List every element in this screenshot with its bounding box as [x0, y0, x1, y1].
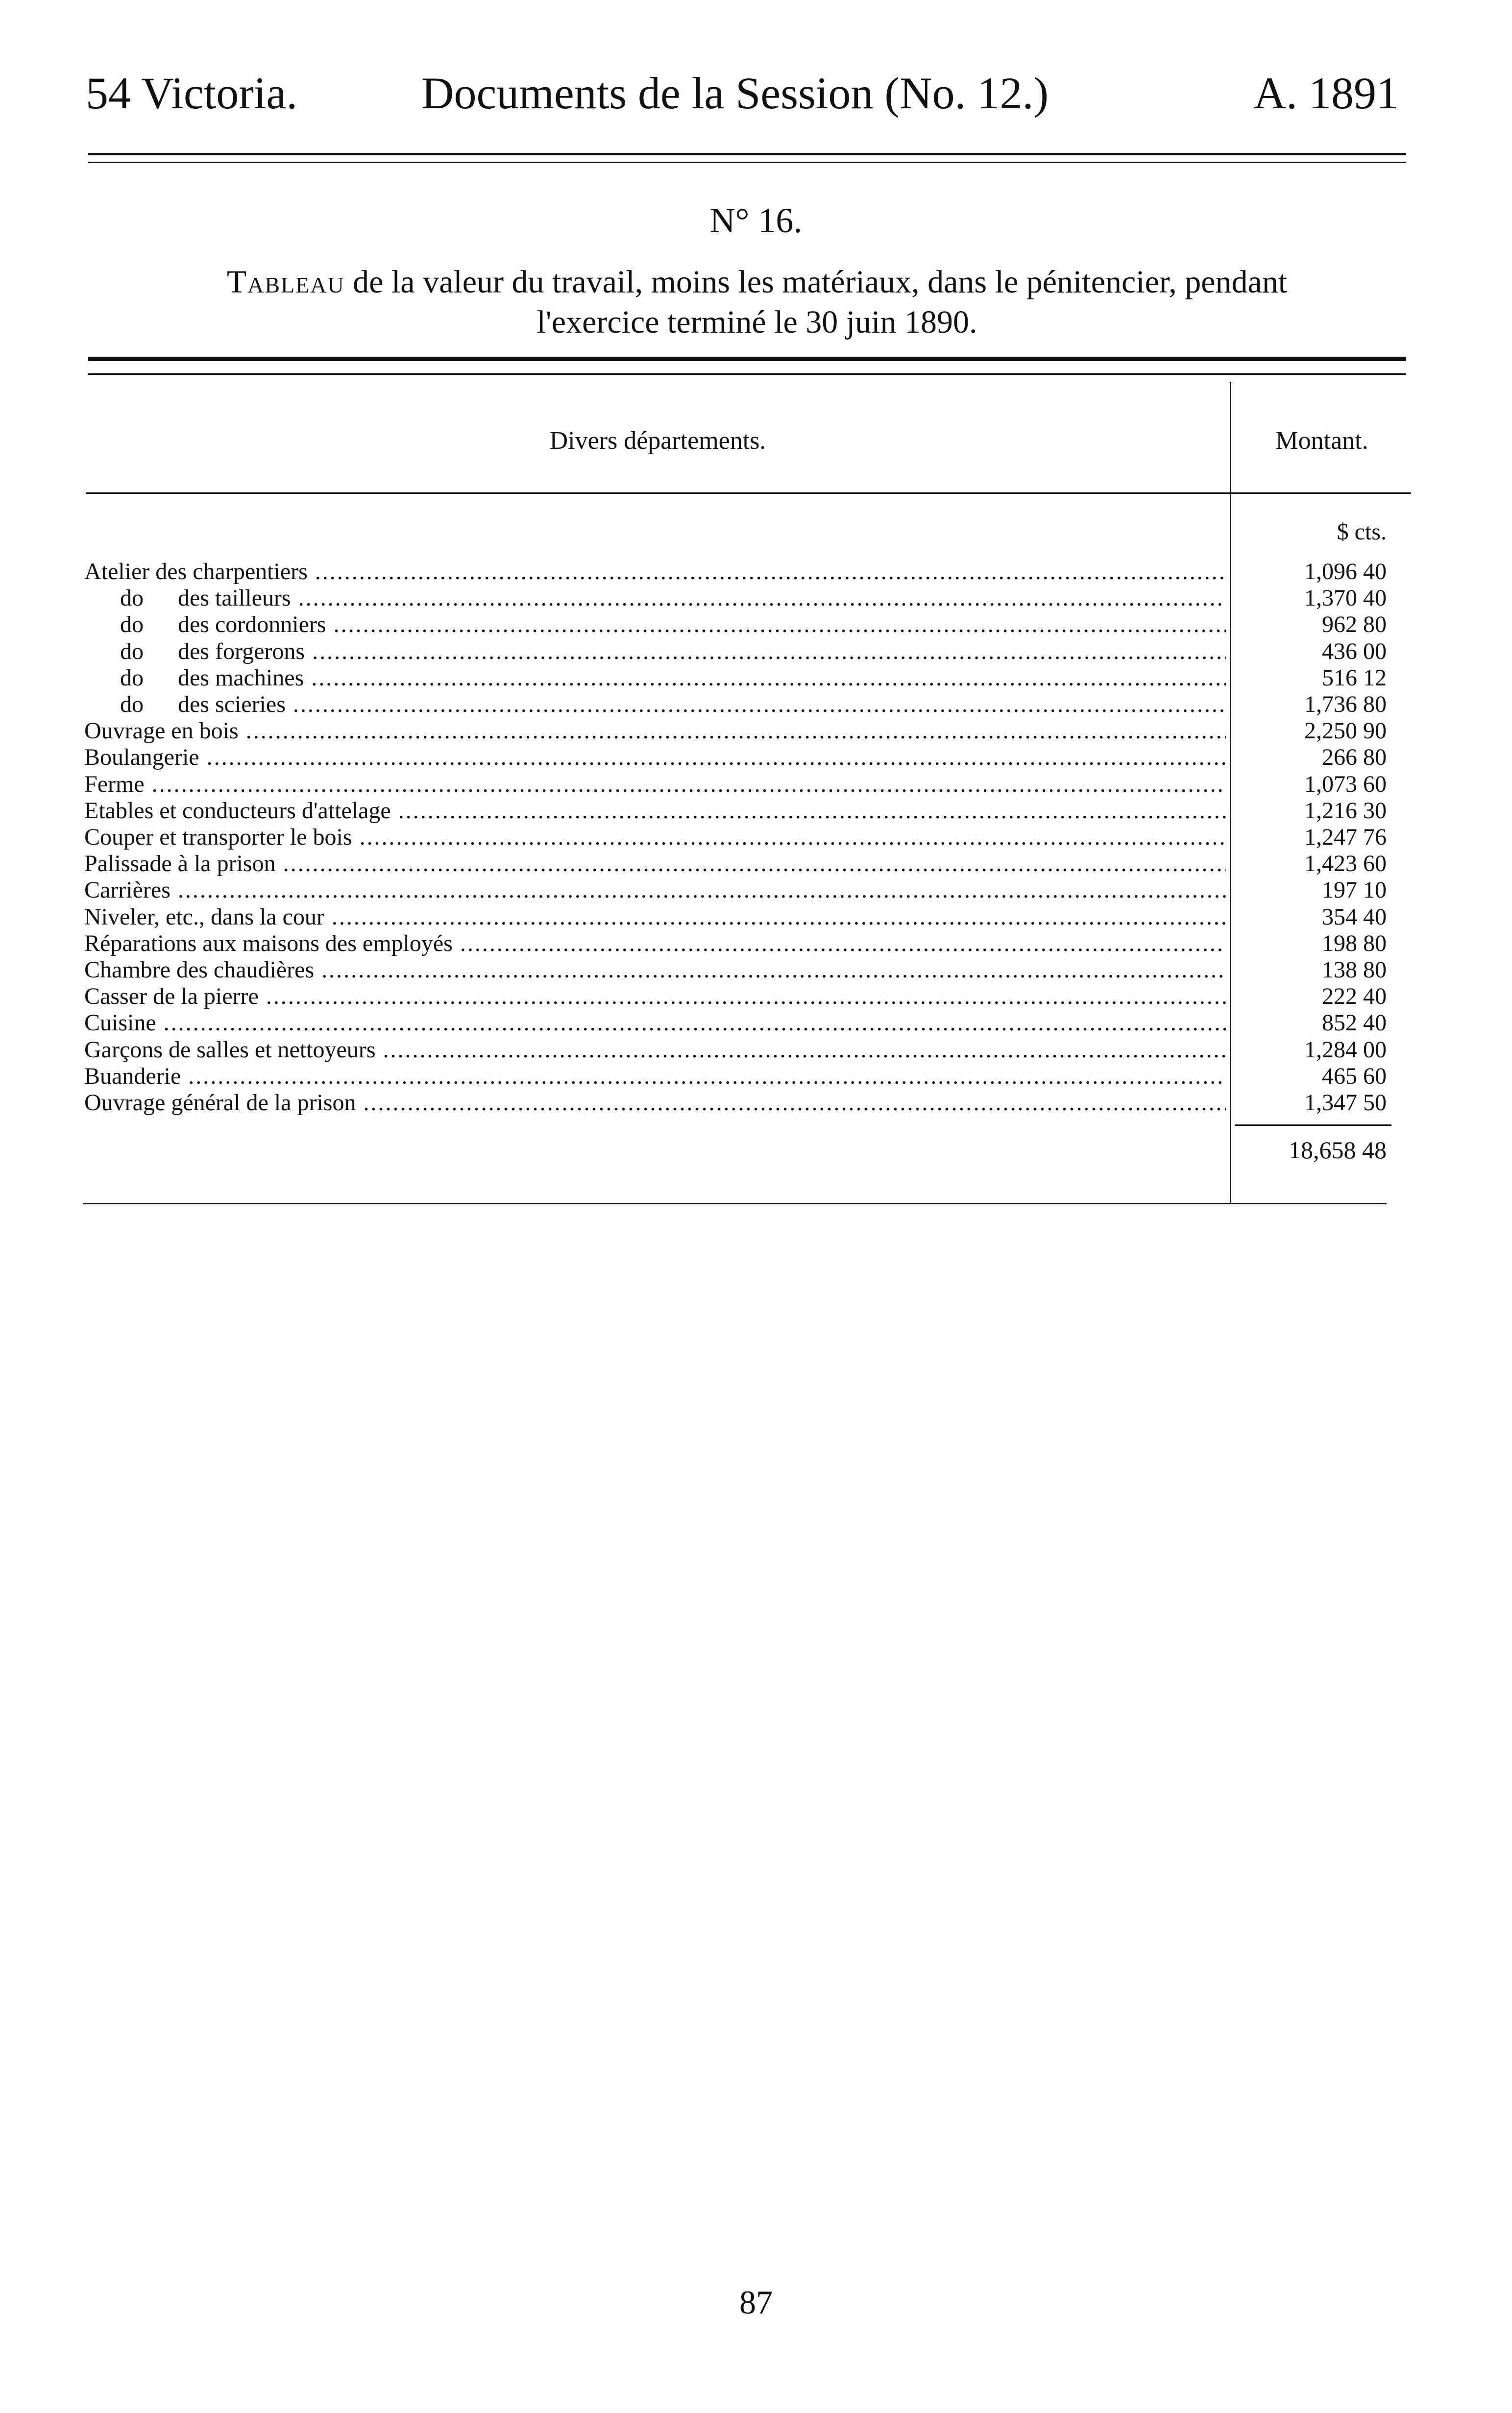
row-label-text: des tailleurs ..... [178, 585, 1226, 611]
row-label-text: Casser de la pierre ..... [84, 983, 1226, 1009]
row-label-text: Ouvrage général de la prison ..... [84, 1090, 1226, 1116]
table-caption [103, 262, 1411, 342]
row-amount: 1,370 40 [1304, 585, 1387, 611]
table-row [0, 957, 1512, 983]
total-rule [1235, 1124, 1391, 1126]
row-label [84, 744, 1226, 771]
row-label-text: des forgerons ..... [178, 638, 1226, 664]
running-head-right: A. 1891 [1253, 68, 1399, 118]
row-label [84, 983, 1226, 1010]
table-row [0, 851, 1512, 877]
table-row [0, 930, 1512, 957]
row-label [84, 1090, 1226, 1116]
row-label [84, 824, 1226, 851]
table-row [0, 983, 1512, 1010]
row-label [84, 771, 1226, 798]
caption-line-1: de la valeur du travail, moins les matériaux, dans le pénitencier, pendant [344, 264, 1288, 300]
row-amount: 354 40 [1322, 904, 1387, 930]
table-row [0, 611, 1512, 638]
ditto-mark: do [120, 611, 144, 637]
row-amount: 138 80 [1322, 957, 1387, 983]
table-row [0, 1063, 1512, 1090]
row-label-text: Chambre des chaudières ..... [84, 957, 1226, 983]
table-row [0, 691, 1512, 718]
row-label-text: des scieries ..... [178, 691, 1226, 717]
row-amount: 852 40 [1322, 1010, 1387, 1036]
table-row [0, 824, 1512, 851]
row-label [120, 611, 1226, 638]
row-label [120, 665, 1226, 691]
running-head-center: Documents de la Session (No. 12.) [421, 68, 1049, 118]
running-head-left: 54 Victoria. [86, 68, 298, 118]
row-amount: 465 60 [1322, 1063, 1387, 1089]
table-row [0, 877, 1512, 903]
table-row [0, 665, 1512, 691]
header-amount: Montant. [1275, 427, 1368, 455]
row-label [84, 957, 1226, 983]
table-row [0, 904, 1512, 930]
table-row [0, 771, 1512, 798]
row-amount: 222 40 [1322, 983, 1387, 1009]
table-row [0, 585, 1512, 611]
row-amount: 198 80 [1322, 930, 1387, 956]
row-amount: 266 80 [1322, 744, 1387, 770]
document-number: N° 16. [709, 201, 803, 240]
caption-lead: Tableau [226, 264, 345, 300]
row-label-text: Couper et transporter le bois ..... [84, 824, 1226, 850]
row-label-text: Niveler, etc., dans la cour ..... [84, 904, 1226, 930]
table-row [0, 718, 1512, 744]
table-rule-bottom [83, 1203, 1387, 1204]
row-amount: 436 00 [1322, 638, 1387, 664]
row-label [120, 585, 1226, 611]
row-label [84, 1010, 1226, 1036]
row-label-text: Ferme ..... [84, 771, 1226, 797]
ditto-mark: do [120, 585, 144, 611]
row-label [84, 877, 1226, 903]
row-label [84, 1037, 1226, 1063]
row-label [120, 638, 1226, 665]
table-rule-top [88, 357, 1406, 361]
row-amount: 1,073 60 [1304, 771, 1387, 797]
row-amount: 1,423 60 [1304, 851, 1387, 877]
row-label [84, 904, 1226, 930]
row-label [84, 718, 1226, 744]
row-label [84, 559, 1226, 585]
caption-line-2: l'exercice terminé le 30 juin 1890. [537, 304, 977, 340]
row-amount: 1,347 50 [1304, 1090, 1387, 1116]
row-label-text: des machines ..... [178, 665, 1226, 691]
table-row [0, 1037, 1512, 1063]
running-head [78, 64, 1406, 122]
table-row [0, 798, 1512, 824]
row-label-text: Palissade à la prison ..... [84, 851, 1226, 877]
row-label-text: Garçons de salles et nettoyeurs ..... [84, 1037, 1226, 1063]
ditto-mark: do [120, 665, 144, 691]
row-amount: 1,216 30 [1304, 798, 1387, 824]
row-amount: 1,247 76 [1304, 824, 1387, 850]
header-department: Divers départements. [549, 427, 766, 455]
header-units: $ cts. [1337, 519, 1387, 545]
row-label-text: des cordonniers ..... [178, 611, 1226, 637]
row-label-text: Boulangerie ..... [84, 744, 1226, 770]
row-label-text: Réparations aux maisons des employés ..... [84, 930, 1226, 956]
table-row [0, 744, 1512, 771]
row-label [84, 1063, 1226, 1090]
table-row [0, 559, 1512, 585]
row-label-text: Ouvrage en bois ..... [84, 718, 1226, 744]
row-amount: 1,284 00 [1304, 1037, 1387, 1063]
row-amount: 1,096 40 [1304, 559, 1387, 585]
head-rule-bottom [88, 162, 1406, 163]
row-amount: 1,736 80 [1304, 691, 1387, 717]
table-rule-thin [88, 373, 1406, 375]
row-label-text: Carrières ..... [84, 877, 1226, 903]
head-rule-top [88, 153, 1406, 155]
row-amount: 2,250 90 [1304, 718, 1387, 744]
row-label [84, 930, 1226, 957]
row-label-text: Atelier des charpentiers ..... [84, 559, 1226, 585]
row-label-text: Cuisine ..... [84, 1010, 1226, 1036]
row-amount: 516 12 [1322, 665, 1387, 691]
row-label [84, 851, 1226, 877]
table-row [0, 1010, 1512, 1036]
row-amount: 962 80 [1322, 611, 1387, 637]
row-label [84, 798, 1226, 824]
row-label-text: Buanderie ..... [84, 1063, 1226, 1089]
ditto-mark: do [120, 638, 144, 664]
page-folio: 87 [739, 2284, 773, 2321]
header-rule [86, 492, 1411, 494]
table-row [0, 1090, 1512, 1116]
table-total: 18,658 48 [1289, 1136, 1387, 1164]
row-amount: 197 10 [1322, 877, 1387, 903]
row-label-text: Etables et conducteurs d'attelage ..... [84, 798, 1226, 824]
table-row [0, 638, 1512, 665]
row-label [120, 691, 1226, 718]
ditto-mark: do [120, 691, 144, 717]
